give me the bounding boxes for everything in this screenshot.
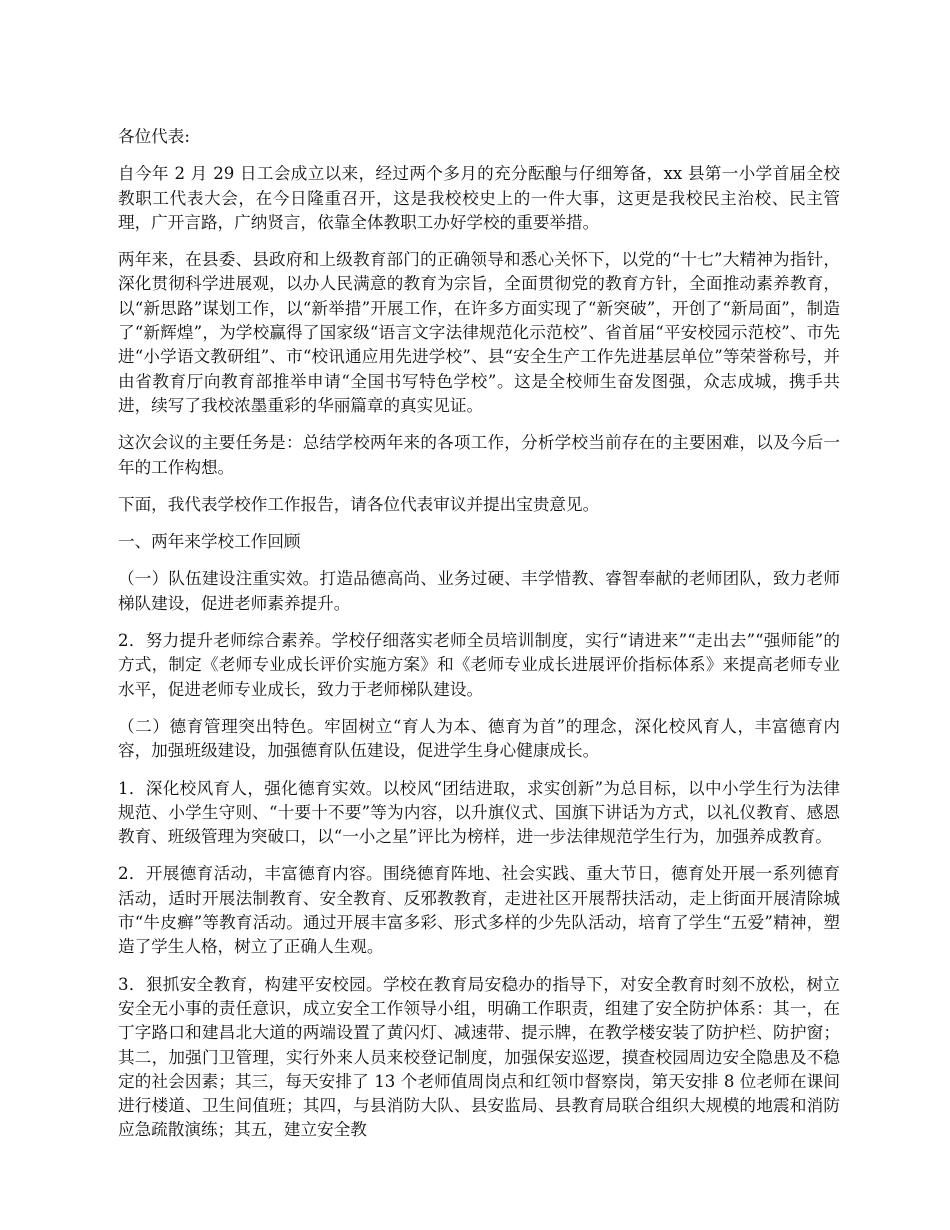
paragraph-achievements: 两年来，在县委、县政府和上级教育部门的正确领导和悉心关怀下，以党的“十七”大精神为指针，深化贯彻科学进展观，以办人民满意的教育为宗旨，全面贯彻党的教育方针，全面推动素养教育，以“新思路”谋划工作，以“新举措”开展工作，在许多方面实现了“新突破”，开创了“新局面”，制造了“新辉煌”，为学校赢得了国家级“语言文字法律规范化示范校”、省首届“平安校园示范校”、市先进“小学语文教研组”、市“校讯通应用先进学校”、县“安全生产工作先进基层单位”等荣誉称号，并由省教育厅向教育部推举申请“全国书写特色学校”。这是全校师生奋发图强，众志成城，携手共进，续写了我校浓墨重彩的华丽篇章的真实见证。: [118, 250, 840, 415]
paragraph-tasks: 这次会议的主要任务是：总结学校两年来的各项工作，分析学校当前存在的主要困难，以及今后一年的工作构想。: [118, 433, 840, 477]
paragraph-school-spirit: 1．深化校风育人，强化德育实效。以校风“团结进取，求实创新”为总目标，以中小学生行为法律规范、小学生守则、“十要十不要”等为内容，以升旗仪式、国旗下讲话为方式，以礼仪教育、感恩教育、班级管理为突破口，以“一小之星”评比为榜样，进一步法律规范学生行为，加强养成教育。: [118, 778, 840, 847]
section-heading-review: 一、两年来学校工作回顾: [118, 532, 301, 552]
document-body: [118, 125, 840, 1156]
paragraph-moral-education: （二）德育管理突出特色。牢固树立“育人为本、德育为首”的理念，深化校风育人，丰富德育内容，加强班级建设，加强德育队伍建设，促进学生身心健康成长。: [118, 716, 840, 761]
paragraph-report-intro: 下面，我代表学校作工作报告，请各位代表审议并提出宝贵意见。: [118, 494, 600, 514]
paragraph-moral-activities: 2．开展德育活动，丰富德育内容。围绕德育阵地、社会实践、重大节日，德育处开展一系列德育活动，适时开展法制教育、安全教育、反邪教教育，走进社区开展帮扶活动，走上街面开展清除城市“牛皮癣”等教育活动。通过开展丰富多彩、形式多样的少先队活动，培育了学生“五爱”精神，塑造了学生人格，树立了正确人生观。: [118, 864, 840, 957]
paragraph-teacher-quality: 2．努力提升老师综合素养。学校仔细落实老师全员培训制度，实行“请进来”“走出去”“强师能”的方式，制定《老师专业成长评价实施方案》和《老师专业成长进展评价指标体系》来提高老师专业水平，促进老师专业成长，致力于老师梯队建设。: [118, 631, 840, 699]
paragraph-team-building: （一）队伍建设注重实效。打造品德高尚、业务过硬、丰学惜教、睿智奉献的老师团队，致力老师梯队建设，促进老师素养提升。: [118, 569, 840, 613]
paragraph-safety-education: 3．狠抓安全教育，构建平安校园。学校在教育局安稳办的指导下，对安全教育时刻不放松，树立安全无小事的责任意识，成立安全工作领导小组，明确工作职责，组建了安全防护体系：其一，在丁字路口和建昌北大道的两端设置了黄闪灯、减速带、提示牌，在教学楼安装了防护栏、防护窗；其二，加强门卫管理，实行外来人员来校登记制度，加强保安巡逻，摸查校园周边安全隐患及不稳定的社会因素；其三，每天安排了 13 个老师值周岗点和红领巾督察岗，第天安排 8 位老师在课间进行楼道、卫生间值班；其四，与县消防大队、县安监局、县教育局联合组织大规模的地震和消防应急疏散演练；其五，建立安全教: [118, 974, 840, 1140]
paragraph-opening: 自今年 2 月 29 日工会成立以来，经过两个多月的充分酝酿与仔细筹备，xx 县第一小学首届全校教职工代表大会，在今日隆重召开，这是我校校史上的一件大事，这更是我校民主治校、民主管理，广开言路，广纳贤言，依靠全体教职工办好学校的重要举措。: [118, 164, 840, 232]
salutation: 各位代表:: [118, 127, 190, 146]
